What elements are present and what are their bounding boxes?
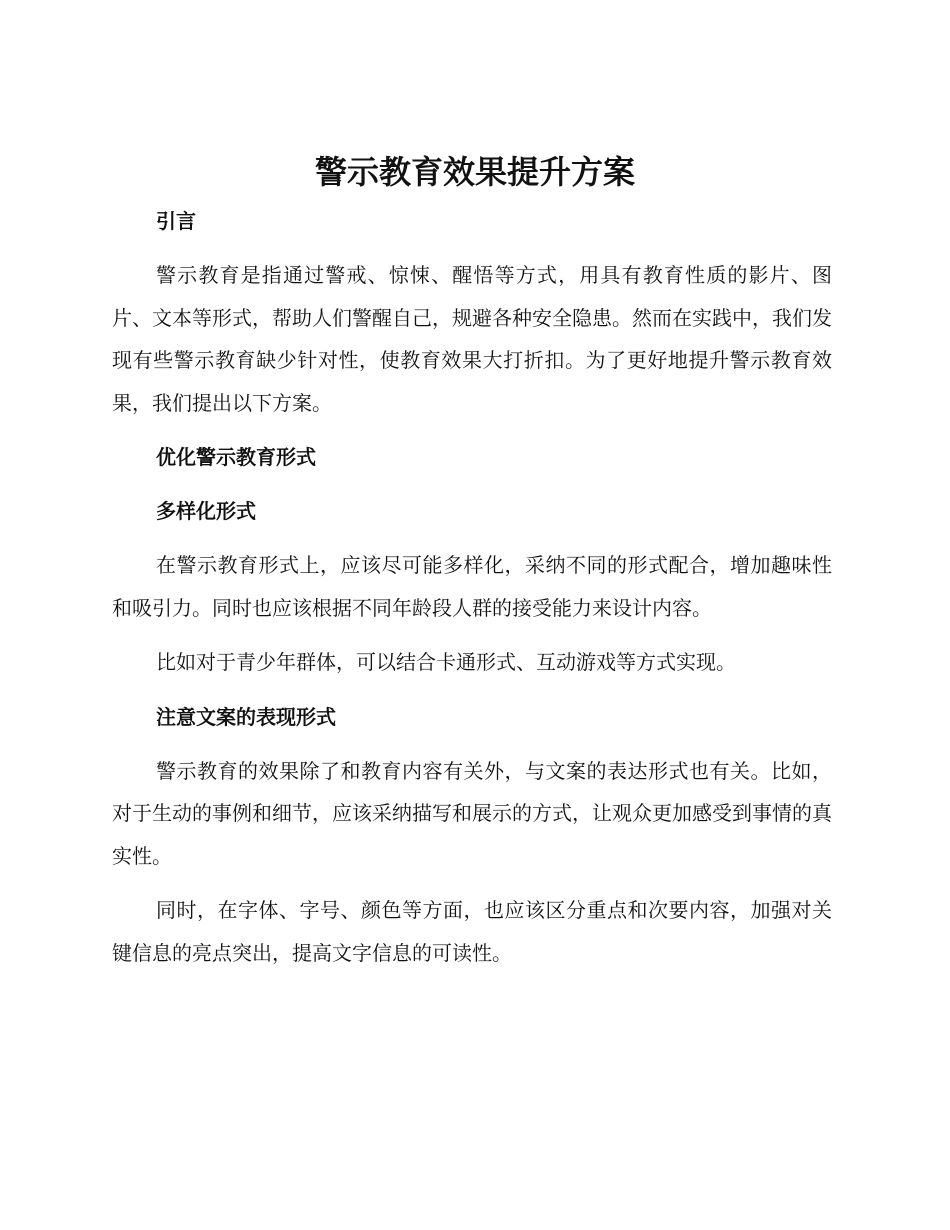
document-title: 警示教育效果提升方案 (314, 153, 635, 191)
paragraph-copy-1: 警示教育的效果除了和教育内容有关外，与文案的表达形式也有关。比如，对于生动的事例和细节，应该采纳描写和展示的方式，让观众更加感受到事情的真实性。 (112, 758, 832, 868)
spacer (112, 877, 832, 889)
spacer (112, 684, 832, 696)
paragraph-copy-2: 同时，在字体、字号、颜色等方面，也应该区分重点和次要内容，加强对关键信息的亮点突出，提高文字信息的可读性。 (112, 898, 832, 965)
subheading-copy: 注意文案的表现形式 (156, 704, 336, 729)
paragraph-diverse-1: 在警示教育形式上，应该尽可能多样化，采纳不同的形式配合，增加趣味性和吸引力。同时也应该根据不同年龄段人群的接受能力来设计内容。 (112, 553, 832, 620)
spacer (112, 532, 832, 544)
spacer (112, 478, 832, 490)
spacer (112, 629, 832, 641)
spacer (112, 424, 832, 436)
section-heading-intro: 引言 (156, 209, 196, 233)
spacer (112, 242, 832, 254)
section-heading-optimize: 优化警示教育形式 (156, 445, 316, 469)
paragraph-diverse-2: 比如对于青少年群体，可以结合卡通形式、互动游戏等方式实现。 (156, 650, 736, 674)
paragraph-intro: 警示教育是指通过警戒、惊悚、醒悟等方式，用具有教育性质的影片、图片、文本等形式，帮助人们警醒自己，规避各种安全隐患。然而在实践中，我们发现有些警示教育缺少针对性，使教育效果大打折扣。为了更好地提升警示教育效果，我们提出以下方案。 (112, 263, 832, 415)
spacer (112, 738, 832, 750)
document-body (112, 200, 832, 974)
subheading-diverse: 多样化形式 (156, 499, 256, 523)
